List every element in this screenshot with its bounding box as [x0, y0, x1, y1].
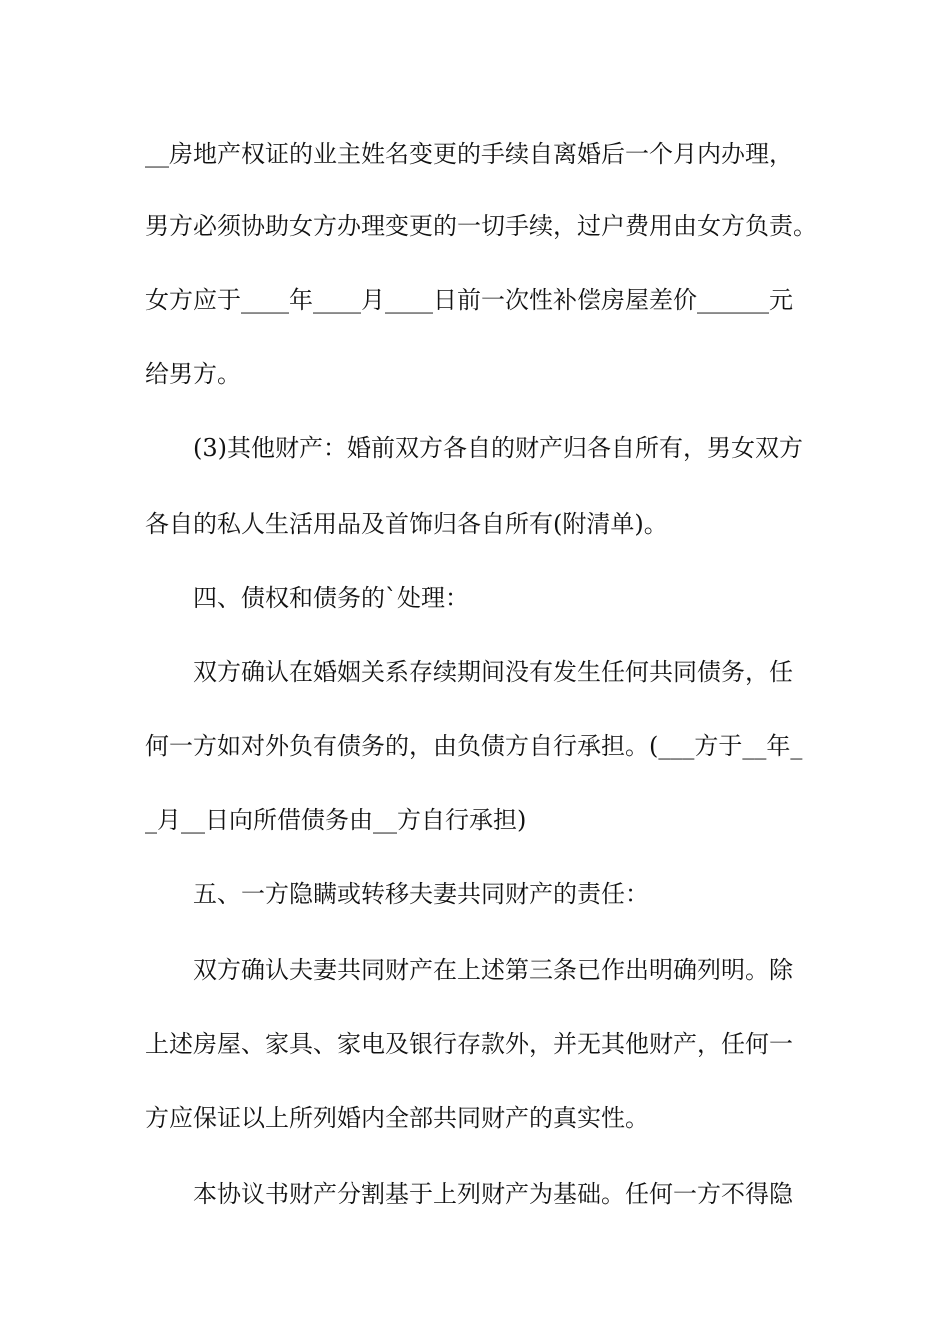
paragraph-line: _月__日向所借债务由__方自行承担) [145, 806, 527, 834]
paragraph-line: __房地产权证的业主姓名变更的手续自离婚后一个月内办理， [145, 140, 793, 168]
paragraph-line: 何一方如对外负有债务的，由负债方自行承担。(___方于__年_ [145, 732, 803, 760]
paragraph-line: 方应保证以上所列婚内全部共同财产的真实性。 [145, 1104, 649, 1132]
paragraph-line: 各自的私人生活用品及首饰归各自所有(附清单)。 [145, 510, 668, 538]
paragraph-line: 本协议书财产分割基于上列财产为基础。任何一方不得隐 [193, 1180, 793, 1208]
paragraph-line: 双方确认夫妻共同财产在上述第三条已作出明确列明。除 [193, 956, 793, 984]
paragraph-line: 给男方。 [145, 360, 241, 388]
section-heading: 五、一方隐瞒或转移夫妻共同财产的责任： [193, 880, 649, 908]
paragraph-line: 女方应于____年____月____日前一次性补偿房屋差价______元 [145, 286, 793, 314]
paragraph-line: 上述房屋、家具、家电及银行存款外，并无其他财产，任何一 [145, 1030, 793, 1058]
paragraph-line: 双方确认在婚姻关系存续期间没有发生任何共同债务，任 [193, 658, 793, 686]
section-heading: 四、债权和债务的`处理： [193, 584, 469, 612]
paragraph-line: (3)其他财产：婚前双方各自的财产归各自所有，男女双方 [193, 434, 803, 462]
paragraph-line: 男方必须协助女方办理变更的一切手续，过户费用由女方负责。 [145, 212, 817, 240]
